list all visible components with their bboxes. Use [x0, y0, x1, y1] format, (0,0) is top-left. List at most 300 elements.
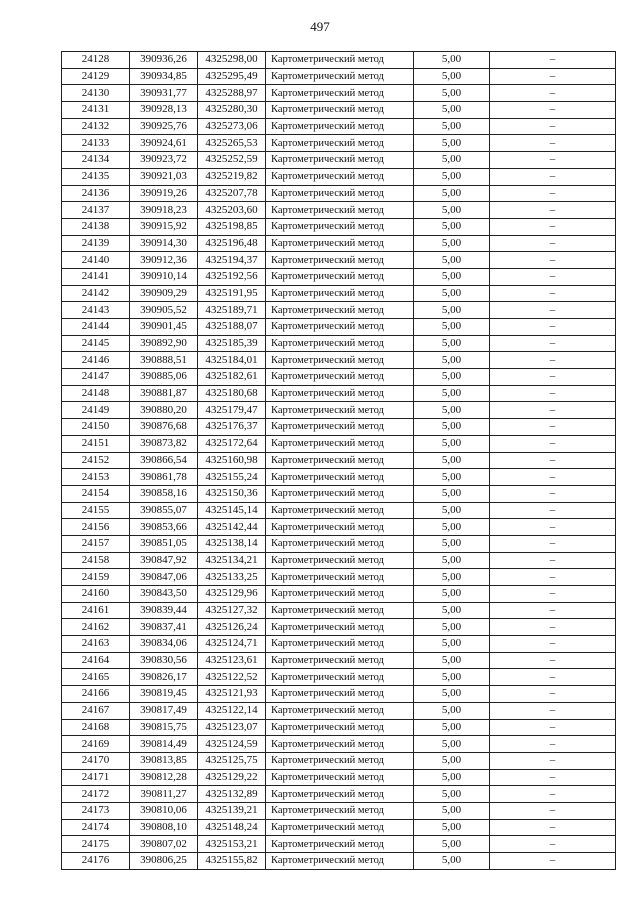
description-cell: – [490, 252, 616, 269]
description-cell: – [490, 168, 616, 185]
table-row [62, 435, 616, 452]
description-cell: – [490, 636, 616, 653]
description-cell: – [490, 235, 616, 252]
y-coordinate-cell: 4325179,47 [198, 402, 266, 419]
description-cell: – [490, 419, 616, 436]
method-cell: Картометрический метод [266, 686, 414, 703]
accuracy-cell: 5,00 [414, 452, 490, 469]
method-cell: Картометрический метод [266, 719, 414, 736]
point-number-cell: 24154 [62, 485, 130, 502]
y-coordinate-cell: 4325138,14 [198, 535, 266, 552]
point-number-cell: 24167 [62, 702, 130, 719]
y-coordinate-cell: 4325182,61 [198, 369, 266, 386]
y-coordinate-cell: 4325150,36 [198, 485, 266, 502]
y-coordinate-cell: 4325196,48 [198, 235, 266, 252]
x-coordinate-cell: 390901,45 [130, 319, 198, 336]
table-row [62, 719, 616, 736]
table-row [62, 369, 616, 386]
table-row [62, 235, 616, 252]
y-coordinate-cell: 4325298,00 [198, 52, 266, 69]
point-number-cell: 24160 [62, 586, 130, 603]
accuracy-cell: 5,00 [414, 669, 490, 686]
table-row [62, 769, 616, 786]
x-coordinate-cell: 390918,23 [130, 202, 198, 219]
accuracy-cell: 5,00 [414, 135, 490, 152]
description-cell: – [490, 786, 616, 803]
accuracy-cell: 5,00 [414, 152, 490, 169]
y-coordinate-cell: 4325125,75 [198, 752, 266, 769]
description-cell: – [490, 602, 616, 619]
method-cell: Картометрический метод [266, 836, 414, 853]
table-row [62, 319, 616, 336]
point-number-cell: 24133 [62, 135, 130, 152]
description-cell: – [490, 535, 616, 552]
method-cell: Картометрический метод [266, 602, 414, 619]
y-coordinate-cell: 4325124,71 [198, 636, 266, 653]
accuracy-cell: 5,00 [414, 335, 490, 352]
x-coordinate-cell: 390905,52 [130, 302, 198, 319]
accuracy-cell: 5,00 [414, 853, 490, 870]
y-coordinate-cell: 4325121,93 [198, 686, 266, 703]
y-coordinate-cell: 4325189,71 [198, 302, 266, 319]
description-cell: – [490, 819, 616, 836]
point-number-cell: 24163 [62, 636, 130, 653]
y-coordinate-cell: 4325155,82 [198, 853, 266, 870]
table-row [62, 519, 616, 536]
x-coordinate-cell: 390819,45 [130, 686, 198, 703]
description-cell: – [490, 686, 616, 703]
description-cell: – [490, 469, 616, 486]
table-row [62, 736, 616, 753]
y-coordinate-cell: 4325172,64 [198, 435, 266, 452]
method-cell: Картометрический метод [266, 419, 414, 436]
point-number-cell: 24170 [62, 752, 130, 769]
y-coordinate-cell: 4325185,39 [198, 335, 266, 352]
method-cell: Картометрический метод [266, 619, 414, 636]
method-cell: Картометрический метод [266, 352, 414, 369]
x-coordinate-cell: 390834,06 [130, 636, 198, 653]
y-coordinate-cell: 4325145,14 [198, 502, 266, 519]
coordinates-table [61, 51, 616, 870]
method-cell: Картометрический метод [266, 569, 414, 586]
description-cell: – [490, 352, 616, 369]
y-coordinate-cell: 4325123,07 [198, 719, 266, 736]
table-row [62, 68, 616, 85]
x-coordinate-cell: 390921,03 [130, 168, 198, 185]
description-cell: – [490, 102, 616, 119]
description-cell: – [490, 85, 616, 102]
point-number-cell: 24144 [62, 319, 130, 336]
point-number-cell: 24161 [62, 602, 130, 619]
y-coordinate-cell: 4325155,24 [198, 469, 266, 486]
table-row [62, 85, 616, 102]
point-number-cell: 24146 [62, 352, 130, 369]
x-coordinate-cell: 390876,68 [130, 419, 198, 436]
accuracy-cell: 5,00 [414, 602, 490, 619]
table-row [62, 118, 616, 135]
y-coordinate-cell: 4325194,37 [198, 252, 266, 269]
table-row [62, 218, 616, 235]
y-coordinate-cell: 4325295,49 [198, 68, 266, 85]
y-coordinate-cell: 4325122,52 [198, 669, 266, 686]
y-coordinate-cell: 4325207,78 [198, 185, 266, 202]
page-number: 497 [310, 19, 330, 34]
accuracy-cell: 5,00 [414, 285, 490, 302]
accuracy-cell: 5,00 [414, 118, 490, 135]
x-coordinate-cell: 390880,20 [130, 402, 198, 419]
y-coordinate-cell: 4325123,61 [198, 652, 266, 669]
table-row [62, 502, 616, 519]
y-coordinate-cell: 4325288,97 [198, 85, 266, 102]
table-row [62, 485, 616, 502]
point-number-cell: 24136 [62, 185, 130, 202]
table-row [62, 702, 616, 719]
description-cell: – [490, 369, 616, 386]
description-cell: – [490, 402, 616, 419]
description-cell: – [490, 769, 616, 786]
method-cell: Картометрический метод [266, 369, 414, 386]
y-coordinate-cell: 4325126,24 [198, 619, 266, 636]
point-number-cell: 24131 [62, 102, 130, 119]
x-coordinate-cell: 390888,51 [130, 352, 198, 369]
method-cell: Картометрический метод [266, 652, 414, 669]
method-cell: Картометрический метод [266, 152, 414, 169]
method-cell: Картометрический метод [266, 502, 414, 519]
x-coordinate-cell: 390909,29 [130, 285, 198, 302]
description-cell: – [490, 185, 616, 202]
description-cell: – [490, 702, 616, 719]
accuracy-cell: 5,00 [414, 535, 490, 552]
method-cell: Картометрический метод [266, 586, 414, 603]
x-coordinate-cell: 390811,27 [130, 786, 198, 803]
y-coordinate-cell: 4325252,59 [198, 152, 266, 169]
table-row [62, 586, 616, 603]
y-coordinate-cell: 4325198,85 [198, 218, 266, 235]
table-row [62, 52, 616, 69]
point-number-cell: 24147 [62, 369, 130, 386]
accuracy-cell: 5,00 [414, 736, 490, 753]
method-cell: Картометрический метод [266, 636, 414, 653]
accuracy-cell: 5,00 [414, 652, 490, 669]
x-coordinate-cell: 390855,07 [130, 502, 198, 519]
x-coordinate-cell: 390808,10 [130, 819, 198, 836]
accuracy-cell: 5,00 [414, 302, 490, 319]
y-coordinate-cell: 4325124,59 [198, 736, 266, 753]
x-coordinate-cell: 390807,02 [130, 836, 198, 853]
method-cell: Картометрический метод [266, 519, 414, 536]
accuracy-cell: 5,00 [414, 52, 490, 69]
x-coordinate-cell: 390925,76 [130, 118, 198, 135]
method-cell: Картометрический метод [266, 102, 414, 119]
method-cell: Картометрический метод [266, 185, 414, 202]
accuracy-cell: 5,00 [414, 419, 490, 436]
table-row [62, 402, 616, 419]
accuracy-cell: 5,00 [414, 102, 490, 119]
method-cell: Картометрический метод [266, 819, 414, 836]
table-row [62, 252, 616, 269]
method-cell: Картометрический метод [266, 135, 414, 152]
description-cell: – [490, 218, 616, 235]
point-number-cell: 24143 [62, 302, 130, 319]
description-cell: – [490, 552, 616, 569]
accuracy-cell: 5,00 [414, 235, 490, 252]
y-coordinate-cell: 4325134,21 [198, 552, 266, 569]
x-coordinate-cell: 390914,30 [130, 235, 198, 252]
point-number-cell: 24176 [62, 853, 130, 870]
method-cell: Картометрический метод [266, 853, 414, 870]
accuracy-cell: 5,00 [414, 519, 490, 536]
method-cell: Картометрический метод [266, 68, 414, 85]
method-cell: Картометрический метод [266, 385, 414, 402]
table-row [62, 686, 616, 703]
point-number-cell: 24149 [62, 402, 130, 419]
method-cell: Картометрический метод [266, 118, 414, 135]
y-coordinate-cell: 4325192,56 [198, 268, 266, 285]
y-coordinate-cell: 4325148,24 [198, 819, 266, 836]
description-cell: – [490, 802, 616, 819]
description-cell: – [490, 452, 616, 469]
point-number-cell: 24174 [62, 819, 130, 836]
accuracy-cell: 5,00 [414, 202, 490, 219]
point-number-cell: 24153 [62, 469, 130, 486]
y-coordinate-cell: 4325160,98 [198, 452, 266, 469]
method-cell: Картометрический метод [266, 702, 414, 719]
y-coordinate-cell: 4325184,01 [198, 352, 266, 369]
x-coordinate-cell: 390923,72 [130, 152, 198, 169]
description-cell: – [490, 719, 616, 736]
description-cell: – [490, 619, 616, 636]
description-cell: – [490, 135, 616, 152]
table-row [62, 352, 616, 369]
method-cell: Картометрический метод [266, 319, 414, 336]
y-coordinate-cell: 4325180,68 [198, 385, 266, 402]
method-cell: Картометрический метод [266, 469, 414, 486]
table-row [62, 652, 616, 669]
description-cell: – [490, 152, 616, 169]
accuracy-cell: 5,00 [414, 836, 490, 853]
description-cell: – [490, 586, 616, 603]
x-coordinate-cell: 390915,92 [130, 218, 198, 235]
table-row [62, 669, 616, 686]
table-row [62, 819, 616, 836]
point-number-cell: 24135 [62, 168, 130, 185]
x-coordinate-cell: 390847,92 [130, 552, 198, 569]
table-row [62, 636, 616, 653]
x-coordinate-cell: 390847,06 [130, 569, 198, 586]
accuracy-cell: 5,00 [414, 352, 490, 369]
method-cell: Картометрический метод [266, 552, 414, 569]
point-number-cell: 24168 [62, 719, 130, 736]
description-cell: – [490, 202, 616, 219]
method-cell: Картометрический метод [266, 802, 414, 819]
x-coordinate-cell: 390810,06 [130, 802, 198, 819]
x-coordinate-cell: 390934,85 [130, 68, 198, 85]
y-coordinate-cell: 4325153,21 [198, 836, 266, 853]
table-row [62, 469, 616, 486]
table-row [62, 202, 616, 219]
y-coordinate-cell: 4325142,44 [198, 519, 266, 536]
description-cell: – [490, 302, 616, 319]
table-row [62, 836, 616, 853]
point-number-cell: 24175 [62, 836, 130, 853]
point-number-cell: 24164 [62, 652, 130, 669]
method-cell: Картометрический метод [266, 285, 414, 302]
accuracy-cell: 5,00 [414, 369, 490, 386]
method-cell: Картометрический метод [266, 235, 414, 252]
method-cell: Картометрический метод [266, 435, 414, 452]
point-number-cell: 24140 [62, 252, 130, 269]
point-number-cell: 24141 [62, 268, 130, 285]
table-row [62, 385, 616, 402]
x-coordinate-cell: 390839,44 [130, 602, 198, 619]
description-cell: – [490, 118, 616, 135]
method-cell: Картометрический метод [266, 85, 414, 102]
x-coordinate-cell: 390866,54 [130, 452, 198, 469]
table-row [62, 335, 616, 352]
table-row [62, 168, 616, 185]
y-coordinate-cell: 4325188,07 [198, 319, 266, 336]
description-cell: – [490, 319, 616, 336]
y-coordinate-cell: 4325132,89 [198, 786, 266, 803]
table-body [62, 52, 616, 870]
description-cell: – [490, 485, 616, 502]
point-number-cell: 24159 [62, 569, 130, 586]
method-cell: Картометрический метод [266, 168, 414, 185]
point-number-cell: 24156 [62, 519, 130, 536]
description-cell: – [490, 268, 616, 285]
y-coordinate-cell: 4325129,96 [198, 586, 266, 603]
point-number-cell: 24165 [62, 669, 130, 686]
point-number-cell: 24155 [62, 502, 130, 519]
description-cell: – [490, 752, 616, 769]
method-cell: Картометрический метод [266, 485, 414, 502]
description-cell: – [490, 335, 616, 352]
accuracy-cell: 5,00 [414, 435, 490, 452]
table-row [62, 135, 616, 152]
accuracy-cell: 5,00 [414, 252, 490, 269]
method-cell: Картометрический метод [266, 52, 414, 69]
y-coordinate-cell: 4325191,95 [198, 285, 266, 302]
x-coordinate-cell: 390837,41 [130, 619, 198, 636]
y-coordinate-cell: 4325273,06 [198, 118, 266, 135]
point-number-cell: 24151 [62, 435, 130, 452]
accuracy-cell: 5,00 [414, 85, 490, 102]
table-row [62, 569, 616, 586]
accuracy-cell: 5,00 [414, 385, 490, 402]
y-coordinate-cell: 4325219,82 [198, 168, 266, 185]
table-row [62, 752, 616, 769]
point-number-cell: 24150 [62, 419, 130, 436]
x-coordinate-cell: 390928,13 [130, 102, 198, 119]
table-row [62, 185, 616, 202]
x-coordinate-cell: 390924,61 [130, 135, 198, 152]
table-row [62, 786, 616, 803]
accuracy-cell: 5,00 [414, 268, 490, 285]
description-cell: – [490, 519, 616, 536]
description-cell: – [490, 569, 616, 586]
x-coordinate-cell: 390851,05 [130, 535, 198, 552]
accuracy-cell: 5,00 [414, 619, 490, 636]
accuracy-cell: 5,00 [414, 636, 490, 653]
accuracy-cell: 5,00 [414, 552, 490, 569]
accuracy-cell: 5,00 [414, 719, 490, 736]
accuracy-cell: 5,00 [414, 802, 490, 819]
table-row [62, 302, 616, 319]
method-cell: Картометрический метод [266, 452, 414, 469]
point-number-cell: 24134 [62, 152, 130, 169]
method-cell: Картометрический метод [266, 202, 414, 219]
table-row [62, 452, 616, 469]
table-row [62, 152, 616, 169]
accuracy-cell: 5,00 [414, 485, 490, 502]
y-coordinate-cell: 4325127,32 [198, 602, 266, 619]
point-number-cell: 24139 [62, 235, 130, 252]
accuracy-cell: 5,00 [414, 469, 490, 486]
point-number-cell: 24171 [62, 769, 130, 786]
x-coordinate-cell: 390885,06 [130, 369, 198, 386]
x-coordinate-cell: 390812,28 [130, 769, 198, 786]
point-number-cell: 24129 [62, 68, 130, 85]
accuracy-cell: 5,00 [414, 769, 490, 786]
accuracy-cell: 5,00 [414, 752, 490, 769]
point-number-cell: 24138 [62, 218, 130, 235]
description-cell: – [490, 652, 616, 669]
point-number-cell: 24158 [62, 552, 130, 569]
description-cell: – [490, 52, 616, 69]
accuracy-cell: 5,00 [414, 168, 490, 185]
point-number-cell: 24162 [62, 619, 130, 636]
method-cell: Картометрический метод [266, 335, 414, 352]
point-number-cell: 24172 [62, 786, 130, 803]
x-coordinate-cell: 390830,56 [130, 652, 198, 669]
table-row [62, 802, 616, 819]
point-number-cell: 24166 [62, 686, 130, 703]
method-cell: Картометрический метод [266, 786, 414, 803]
y-coordinate-cell: 4325139,21 [198, 802, 266, 819]
point-number-cell: 24137 [62, 202, 130, 219]
accuracy-cell: 5,00 [414, 319, 490, 336]
y-coordinate-cell: 4325176,37 [198, 419, 266, 436]
x-coordinate-cell: 390881,87 [130, 385, 198, 402]
table-row [62, 619, 616, 636]
description-cell: – [490, 285, 616, 302]
x-coordinate-cell: 390931,77 [130, 85, 198, 102]
method-cell: Картометрический метод [266, 769, 414, 786]
accuracy-cell: 5,00 [414, 819, 490, 836]
x-coordinate-cell: 390858,16 [130, 485, 198, 502]
table-row [62, 285, 616, 302]
table-row [62, 268, 616, 285]
table-row [62, 853, 616, 870]
y-coordinate-cell: 4325122,14 [198, 702, 266, 719]
table-row [62, 552, 616, 569]
y-coordinate-cell: 4325129,22 [198, 769, 266, 786]
x-coordinate-cell: 390892,90 [130, 335, 198, 352]
description-cell: – [490, 502, 616, 519]
description-cell: – [490, 68, 616, 85]
method-cell: Картометрический метод [266, 402, 414, 419]
description-cell: – [490, 736, 616, 753]
x-coordinate-cell: 390815,75 [130, 719, 198, 736]
x-coordinate-cell: 390853,66 [130, 519, 198, 536]
x-coordinate-cell: 390813,85 [130, 752, 198, 769]
method-cell: Картометрический метод [266, 752, 414, 769]
description-cell: – [490, 853, 616, 870]
accuracy-cell: 5,00 [414, 786, 490, 803]
table-row [62, 535, 616, 552]
table-row [62, 419, 616, 436]
point-number-cell: 24130 [62, 85, 130, 102]
